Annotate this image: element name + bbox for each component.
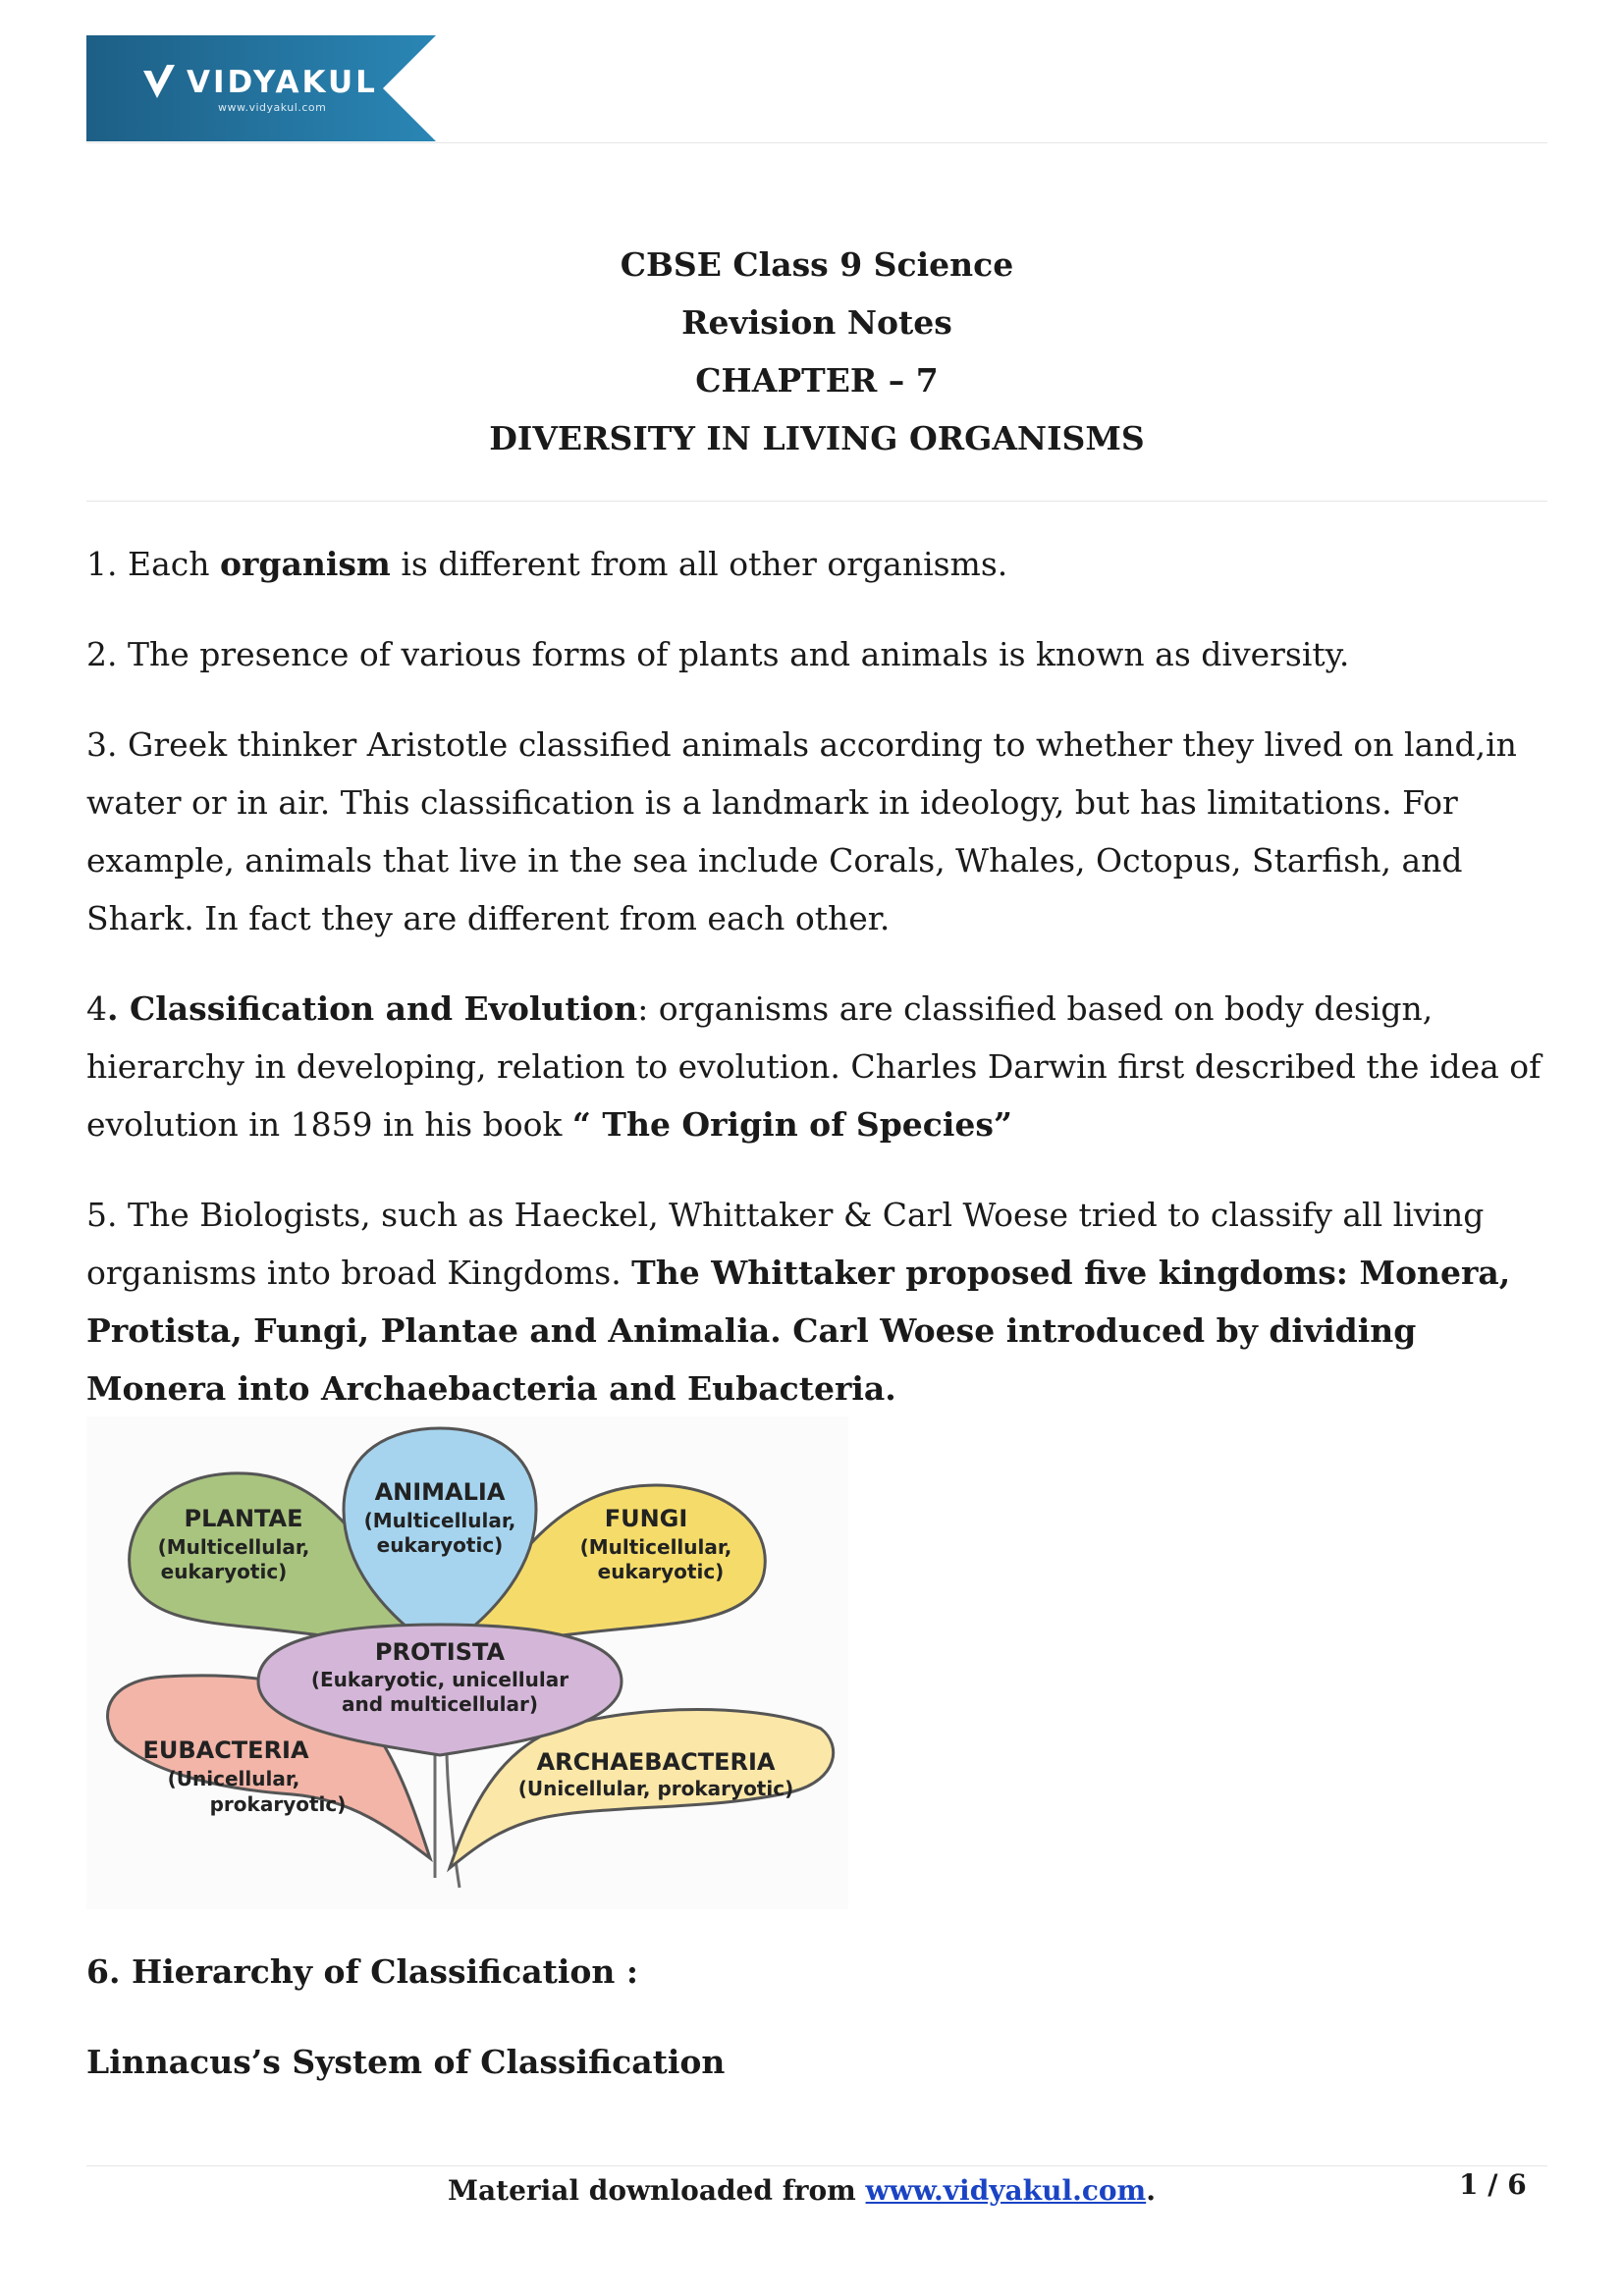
point-3: 3. Greek thinker Aristotle classified animals according to whether they lived on land,in water or in air. This classification is a landmark in ideology, but has limitations. For example, animals that live in the sea include Corals, Whales, Octopus, Starfish, and Shark. In fact they are different from each other. xyxy=(86,725,1517,937)
point-1-term: organism xyxy=(219,545,391,583)
footer-credit xyxy=(448,2171,1156,2211)
point-4-book-title: “ The Origin of Species” xyxy=(571,1105,1012,1144)
fungi-line2: eukaryotic) xyxy=(597,1560,725,1583)
archaebacteria-line1: (Unicellular, prokaryotic) xyxy=(517,1777,794,1800)
page-number: 1 / 6 xyxy=(1459,2168,1527,2201)
title-line-course: CBSE Class 9 Science xyxy=(620,245,1014,284)
footer-suffix: . xyxy=(1146,2174,1156,2207)
point-2: 2. The presence of various forms of plants and animals is known as diversity. xyxy=(86,635,1350,673)
document-title xyxy=(86,241,1547,473)
point-5-bold-text: The Whittaker proposed five kingdoms: Monera, Protista, Fungi, Plantae and Animalia. Carl Woese introduced by dividing Monera into Archaebacteria and Eubacteria. xyxy=(86,1254,1511,1408)
animalia-title: ANIMALIA xyxy=(374,1478,506,1506)
five-kingdom-diagram xyxy=(86,1416,848,1909)
point-4-heading: . Classification and Evolution xyxy=(107,989,638,1028)
point-5-text: 5. The Biologists, such as Haeckel, Whittaker & Carl Woese tried to classify all living organisms into broad Kingdoms. xyxy=(86,1196,1485,1292)
fungi-title: FUNGI xyxy=(604,1505,688,1532)
point-4-number: 4 xyxy=(86,989,107,1028)
footer-prefix: Material downloaded from xyxy=(448,2174,866,2207)
plantae-title: PLANTAE xyxy=(184,1505,303,1532)
point-1-text: is different from all other organisms. xyxy=(390,545,1008,583)
point-4 xyxy=(86,980,1549,1153)
point-4-text: : organisms are classified based on body design, hierarchy in developing, relation to evolution. Charles Darwin first described the idea of evolution in 1859 in his book xyxy=(86,989,1542,1144)
footer-divider xyxy=(86,2165,1547,2166)
animalia-line1: (Multicellular, xyxy=(363,1509,516,1532)
point-1-lead: 1. Each xyxy=(86,545,220,583)
logo-url: www.vidyakul.com xyxy=(218,101,327,114)
title-line-chapter: CHAPTER – 7 xyxy=(695,361,939,400)
plantae-line1: (Multicellular, xyxy=(157,1535,310,1559)
title-line-notes: Revision Notes xyxy=(681,303,952,342)
logo-wordmark: VIDYAKUL xyxy=(187,65,378,100)
point-6-heading: 6. Hierarchy of Classification : xyxy=(86,1952,639,1991)
protista-title: PROTISTA xyxy=(374,1638,506,1666)
eubacteria-line1: (Unicellular, xyxy=(167,1767,300,1790)
title-line-topic: DIVERSITY IN LIVING ORGANISMS xyxy=(489,419,1145,457)
footer-link[interactable]: www.vidyakul.com xyxy=(865,2174,1147,2207)
protista-line1: (Eukaryotic, unicellular xyxy=(310,1668,569,1691)
linnaeus-heading: Linnacus’s System of Classification xyxy=(86,2043,726,2081)
plantae-line2: eukaryotic) xyxy=(160,1560,288,1583)
header-divider xyxy=(86,142,1547,143)
archaebacteria-title: ARCHAEBACTERIA xyxy=(536,1748,776,1776)
point-1 xyxy=(86,535,1549,593)
protista-line2: and multicellular) xyxy=(341,1692,539,1716)
fungi-line1: (Multicellular, xyxy=(579,1535,732,1559)
animalia-line2: eukaryotic) xyxy=(376,1533,504,1557)
eubacteria-line2: prokaryotic) xyxy=(209,1792,347,1816)
point-5 xyxy=(86,1186,1549,1417)
title-divider xyxy=(86,501,1547,502)
eubacteria-title: EUBACTERIA xyxy=(142,1736,309,1764)
